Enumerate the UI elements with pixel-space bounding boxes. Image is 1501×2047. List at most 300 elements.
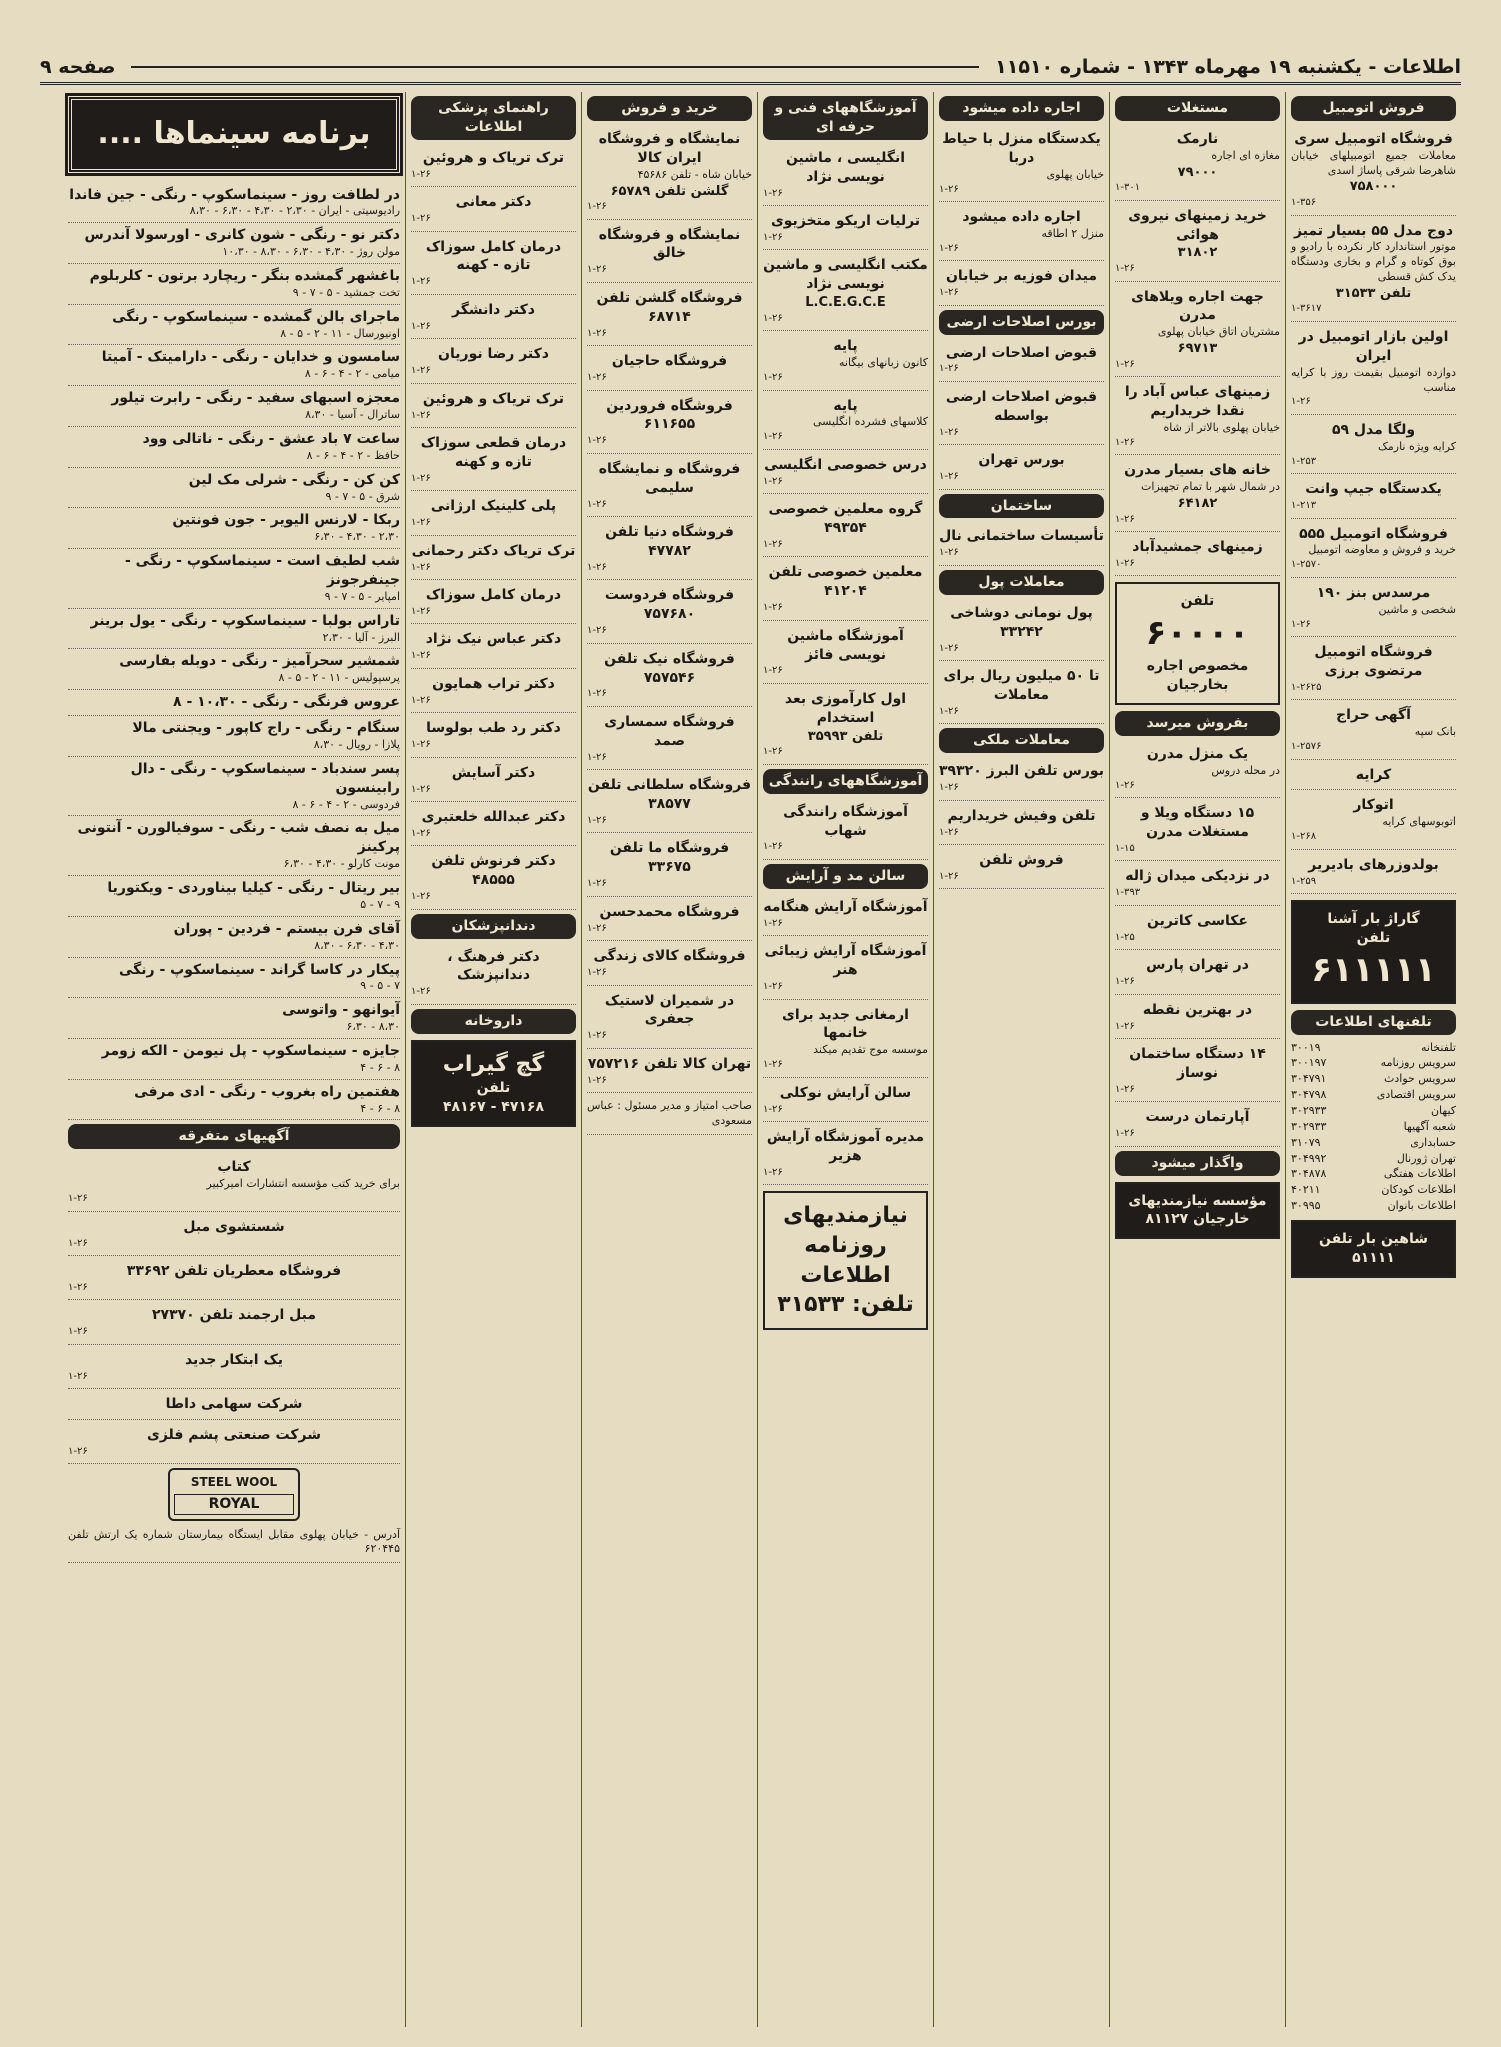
- classified-ad: [1291, 793, 1456, 849]
- classified-ad: [68, 1423, 400, 1464]
- showtimes: فردوسی - ۲ - ۴ - ۶ - ۸: [292, 797, 400, 811]
- ad-title: آموزشگاه آرایش زیبائی هنر: [764, 943, 927, 979]
- showtimes: شرق - ۵ - ۷ - ۹: [325, 489, 400, 503]
- section-heading: آموزشگاههای فنی و حرفه ای: [763, 96, 928, 140]
- classified-ad: [763, 497, 928, 557]
- classified-ad: [1115, 127, 1280, 201]
- ad-code: ۱-۲۶: [763, 1103, 783, 1115]
- ad-code: ۱-۲۶: [939, 287, 959, 299]
- ad-code: ۱-۲۶: [587, 625, 607, 637]
- gypsum-title: گچ گیراب: [442, 1051, 545, 1077]
- ad-title: پایه: [833, 338, 858, 355]
- ad-title: فروشگاه حاجیان: [611, 353, 728, 370]
- newspaper-page: [40, 92, 1461, 2027]
- ad-code: ۱-۲۶: [939, 242, 959, 254]
- classified-ad: [939, 205, 1104, 261]
- classified-ad: [763, 800, 928, 860]
- ad-code: ۱-۲۶: [587, 967, 607, 979]
- classified-ad: [763, 687, 928, 765]
- ad-code: ۱-۲۶: [939, 547, 959, 559]
- ad-code: ۱-۲۶: [763, 312, 783, 324]
- classified-ad: [411, 672, 576, 713]
- classified-ad: [68, 1348, 400, 1389]
- classified-ad: [1291, 703, 1456, 759]
- ad-code: ۱-۲۶: [763, 917, 783, 929]
- shahin-text: شاهین بار تلفن ۵۱۱۱۱: [1318, 1230, 1428, 1266]
- ad-code: ۱-۲۶: [587, 814, 607, 826]
- ad-title: شرکت صنعتی پشم فلزی: [147, 1427, 321, 1444]
- ad-title: فروشگاه دنیا تلفن ۴۷۷۸۲: [605, 524, 734, 559]
- classified-ad: [411, 627, 576, 668]
- ad-title: فروشگاه نیک تلفن ۷۵۷۵۴۶: [604, 650, 735, 686]
- classified-ad: [411, 849, 576, 909]
- ad-body: برای خرید کتب مؤسسه انتشارات امیرکبیر: [206, 1177, 400, 1191]
- classified-ad: [411, 190, 576, 231]
- ad-title: عکاسی کاترین: [1147, 912, 1248, 929]
- ad-price: ۶۴۱۸۲: [1177, 496, 1218, 512]
- ad-code: ۱-۳۵۶: [1291, 197, 1317, 209]
- showtimes: ۹ - ۷ - ۵: [360, 897, 400, 911]
- ad-title: تأسیسات ساختمانی نال: [939, 528, 1104, 545]
- ad-title: جهت اجاره ویلاهای مدرن: [1131, 288, 1264, 324]
- classified-ad: [939, 341, 1104, 382]
- ad-title: در بهترین نقطه: [1142, 1001, 1253, 1018]
- classified-ad: [1115, 285, 1280, 378]
- film-title: تاراس بولبا - سینماسکوپ - رنگی - یول برینر: [90, 612, 400, 629]
- classifieds-line3: تلفن: ۳۱۵۳۳: [777, 1292, 914, 1318]
- classified-ad: [587, 710, 752, 770]
- phone-box-line: مخصوص اجاره بخارجیان: [1146, 658, 1249, 694]
- phone-box-number: ۶۰۰۰۰: [1145, 613, 1250, 654]
- classified-ad: [939, 385, 1104, 445]
- ad-code: ۱-۲۶: [939, 471, 959, 483]
- ad-title: یک منزل مدرن: [1146, 745, 1249, 762]
- ad-list: [939, 341, 1104, 490]
- subheading-land-reform: بورس اصلاحات ارضی: [939, 310, 1104, 335]
- ad-code: ۱-۲۶: [587, 1074, 607, 1086]
- ad-title: فروشگاه معطریان تلفن ۳۳۶۹۲: [126, 1263, 342, 1279]
- classified-ad: [1291, 219, 1456, 322]
- showtimes: اونیورسال - ۱۱ - ۲ - ۵ - ۸: [280, 326, 400, 340]
- classified-ad: [763, 1081, 928, 1122]
- ad-code: ۱-۲۶: [763, 372, 783, 384]
- subheading-transfer: واگذار میشود: [1115, 1151, 1280, 1176]
- classified-ad: [411, 235, 576, 295]
- ad-title: ترک تریاک و هروئین: [422, 149, 565, 166]
- classified-ad: [587, 944, 752, 985]
- phone-number: ۴۰۲۱۱: [1291, 1183, 1321, 1197]
- classified-ad: [1291, 325, 1456, 415]
- classified-ad: [939, 848, 1104, 889]
- film-title: سامسون و خدایان - رنگی - دارامیتک - آمیتا: [101, 349, 400, 366]
- ad-code: ۱-۲۶: [587, 264, 607, 276]
- ad-code: ۱-۳۹۳: [1115, 887, 1141, 899]
- classified-ad: [411, 494, 576, 535]
- section-heading: فروش اتومبیل: [1291, 96, 1456, 121]
- ad-price: گلشن تلفن ۶۵۷۸۹: [610, 183, 729, 199]
- showtimes: ۷ - ۵ - ۹: [360, 979, 400, 993]
- ad-title: شرکت سهامی داطا: [165, 1396, 303, 1413]
- ad-code: ۱-۲۶: [587, 751, 607, 763]
- classified-ad: [939, 524, 1104, 565]
- classifieds-line2: روزنامه اطلاعات: [800, 1233, 891, 1288]
- ad-title: کتاب: [217, 1159, 251, 1176]
- ad-code: ۱-۲۶: [763, 431, 783, 443]
- ad-title: پایه: [833, 397, 858, 414]
- page-number: صفحه ۹: [40, 56, 116, 78]
- column-real-estate: [1109, 92, 1285, 2027]
- steel-footer: [68, 1525, 400, 1564]
- classified-ad: [1115, 801, 1280, 861]
- phone-box-label: تلفن: [1180, 593, 1215, 610]
- ad-body: خرید و فروش و معاوضه اتومبیل: [1308, 543, 1456, 557]
- ad-code: ۱-۲۶: [587, 1030, 607, 1042]
- ad-code: ۱-۲۵۹: [1291, 875, 1317, 887]
- ad-code: ۱-۲۶۲۵: [1291, 681, 1322, 693]
- cinema-listing: [68, 816, 400, 876]
- ad-code: ۱-۲۶: [587, 922, 607, 934]
- ad-title: خرید زمینهای نیروی هوائی: [1128, 207, 1267, 243]
- ad-code: ۱-۲۶: [411, 986, 431, 998]
- ad-title: شستشوی مبل: [183, 1218, 285, 1235]
- film-title: جایزه - سینماسکوپ - پل نیومن - الکه زومر: [101, 1043, 400, 1060]
- ad-code: ۱-۲۶: [763, 538, 783, 550]
- film-title: میل به نصف شب - رنگی - سوفیالورن - آنتونی پرکینز: [77, 820, 400, 856]
- ad-code: ۱-۲۶: [939, 642, 959, 654]
- ad-title: مدیره آموزشگاه آرایش هزیر: [766, 1129, 925, 1164]
- showtimes: ۸ - ۶ - ۴: [360, 1060, 400, 1074]
- classified-ad: [939, 804, 1104, 845]
- cinema-listing: [68, 1080, 400, 1121]
- classified-ad: [1115, 380, 1280, 455]
- film-title: پسر سندباد - سینماسکوپ - رنگی - دال رابینسون: [130, 760, 400, 796]
- showtimes: امپایر - ۵ - ۷ - ۹: [324, 589, 400, 603]
- cinema-listing: [68, 549, 400, 609]
- column-car-sales: [1285, 92, 1461, 2027]
- column-cinema: [63, 92, 405, 2027]
- ad-code: ۱-۲۶: [587, 435, 607, 447]
- classified-ad: [587, 647, 752, 707]
- ad-title: دکتر عبدالله خلعتبری: [421, 809, 566, 826]
- ad-code: ۱-۲۶: [411, 365, 431, 377]
- phone-number: ۳۰۴۸۷۸: [1291, 1167, 1327, 1181]
- ad-code: ۱-۲۶: [411, 409, 431, 421]
- film-title: عروس فرنگی - رنگی - ۱۰،۳۰ - ۸: [173, 694, 400, 711]
- showtimes: مولن روژ - ۴،۳۰ - ۶،۳۰ - ۸،۳۰ - ۱۰،۳۰: [222, 245, 400, 259]
- subheading-pharmacy: داروخانه: [411, 1009, 576, 1034]
- ad-title: دکتر فرنوش تلفن ۴۸۵۵۵: [431, 853, 556, 889]
- classified-ad: [587, 394, 752, 454]
- ad-code: ۱-۲۶: [587, 372, 607, 384]
- ad-title: گروه معلمین خصوصی ۴۹۳۵۴: [768, 501, 923, 537]
- classified-ad: [411, 805, 576, 846]
- classified-ad: [1115, 742, 1280, 798]
- ad-code: ۱-۲۱۳: [1291, 500, 1317, 512]
- showtimes: البرز - آلیا - ۲،۳۰: [322, 630, 400, 644]
- steel-footer-text: آدرس - خیابان پهلوی مقابل ایستگاه بیمارستان شماره یک ارتش تلفن ۶۲۰۴۴۵: [68, 1527, 400, 1556]
- section-heading: خرید و فروش: [587, 96, 752, 121]
- ad-title: انگلیسی ، ماشین نویسی نژاد: [785, 149, 906, 185]
- ad-code: ۱-۲۵۷۰: [1291, 559, 1322, 571]
- phones-list: [1291, 1041, 1456, 1214]
- ad-title: زمینهای عباس آباد را نقدا خریداریم: [1124, 384, 1271, 420]
- ad-title: در نزدیکی میدان ژاله: [1125, 868, 1270, 885]
- ad-code: ۱-۲۶: [411, 561, 431, 573]
- ad-code: ۱-۲۶: [68, 1326, 88, 1338]
- classified-ad: [587, 223, 752, 283]
- phone-label: اطلاعات کودکان: [1381, 1183, 1456, 1197]
- ad-list: [1115, 127, 1280, 577]
- classified-ad: [411, 583, 576, 624]
- classified-ad: [411, 761, 576, 802]
- ad-title: بولدوزرهای بادیریر: [1308, 856, 1439, 873]
- ad-body: خیابان پهلوی: [1046, 167, 1104, 181]
- classified-ad: [763, 1125, 928, 1185]
- ad-code: ۱-۲۵۷۶: [1291, 741, 1322, 753]
- ad-code: ۱-۲۶: [1115, 779, 1135, 791]
- ad-code: ۱-۲۶: [411, 739, 431, 751]
- ad-price: L.C.E.G.C.E: [805, 295, 886, 311]
- ad-code: ۱-۱۵: [1115, 842, 1135, 854]
- ad-code: ۱-۲۶: [411, 694, 431, 706]
- classified-ad: [1291, 853, 1456, 894]
- ad-title: دکتر فرهنگ ، دندانپزشک: [447, 948, 540, 984]
- ad-title: تهران کالا تلفن ۷۵۷۲۱۶: [587, 1055, 752, 1072]
- cinema-listing: [68, 427, 400, 468]
- classified-ad: [763, 453, 928, 494]
- ad-price: تلفن ۳۱۵۳۳: [1335, 285, 1412, 301]
- classified-ad: [587, 989, 752, 1049]
- ad-code: ۱-۲۶: [587, 561, 607, 573]
- cinema-listing: [68, 508, 400, 549]
- classified-ad: [411, 146, 576, 187]
- classified-ad: [411, 716, 576, 757]
- ad-list: [939, 127, 1104, 306]
- cinema-listing: [68, 876, 400, 917]
- ad-title: نارمک: [1176, 130, 1219, 147]
- ad-code: ۱-۲۶: [68, 1237, 88, 1249]
- classified-ad: [587, 286, 752, 346]
- classified-ad: [411, 945, 576, 1005]
- ad-title: اتوکار: [1353, 797, 1394, 814]
- classified-ad: [587, 349, 752, 390]
- classified-ad: [939, 264, 1104, 305]
- cinema-listing: [68, 690, 400, 716]
- ad-code: ۱-۲۶: [587, 327, 607, 339]
- cinema-listing: [68, 305, 400, 346]
- classified-ad: [763, 895, 928, 936]
- showtimes: تخت جمشید - ۵ - ۷ - ۹: [292, 285, 400, 299]
- subheading-beauty: سالن مد و آرایش: [763, 864, 928, 889]
- classified-ad: [1115, 909, 1280, 950]
- ad-price: ۳۱۸۰۲: [1177, 245, 1218, 261]
- ad-body: موسسه موج تقدیم میکند: [813, 1043, 928, 1057]
- masthead-date: اطلاعات - یکشنبه ۱۹ مهرماه ۱۳۴۳ - شماره ۱۱۵۱۰: [995, 56, 1461, 78]
- classified-ad: [939, 448, 1104, 489]
- film-title: کن کن - رنگی - شرلی مک لین: [188, 471, 400, 488]
- cinema-list: [68, 183, 400, 1121]
- column-medical: [405, 92, 581, 2027]
- misc-heading: آگهیهای متفرقه: [68, 1124, 400, 1149]
- ad-title: مکتب انگلیسی و ماشین نویسی نژاد: [763, 257, 928, 293]
- classified-ad: [411, 431, 576, 491]
- ad-title: پلی کلینیک ارژانی: [430, 498, 557, 515]
- showtimes: مونت کارلو - ۴،۳۰ - ۶،۳۰: [283, 857, 400, 871]
- subheading-driving: آموزشگاههای رانندگی: [763, 769, 928, 794]
- ad-body: مغازه ای اجاره: [1211, 148, 1280, 162]
- ad-title: دکتر رد طب بولوسا: [426, 720, 561, 737]
- ad-code: ۱-۲۶: [939, 782, 959, 794]
- phone-number: ۳۰۴۷۹۱: [1291, 1072, 1327, 1086]
- phone-number: ۳۰۰۱۹: [1291, 1040, 1321, 1054]
- showtimes: ۴،۳۰ - ۶،۳۰ - ۸،۳۰: [314, 938, 400, 952]
- ad-code: ۱-۲۶: [587, 878, 607, 890]
- ad-list: [411, 146, 576, 910]
- ad-code: ۱-۲۶: [411, 605, 431, 617]
- classified-ad: [587, 583, 752, 643]
- ad-title: فروشگاه گلشن تلفن ۶۸۷۱۴: [596, 289, 743, 325]
- classified-ad: [1115, 204, 1280, 282]
- section-heading: راهنمای پزشکی اطلاعات: [411, 96, 576, 140]
- ad-code: ۱-۲۶: [411, 827, 431, 839]
- phone-label: شعبه آگهیها: [1403, 1119, 1456, 1133]
- ad-body: کلاسهای فشرده انگلیسی: [813, 415, 928, 429]
- ad-code: ۱-۲۶: [939, 826, 959, 838]
- ad-title: میدان فوزیه بر خیابان: [945, 268, 1098, 285]
- ad-title: بورس تلفن البرز ۳۹۳۲۰: [939, 763, 1104, 780]
- phone-number: ۳۰۴۷۹۸: [1291, 1088, 1327, 1102]
- ad-code: ۱-۲۶: [411, 276, 431, 288]
- publisher-footer: [587, 1096, 752, 1135]
- classified-ad: [763, 253, 928, 331]
- ad-code: ۱-۲۶: [763, 746, 783, 758]
- ad-body: کانون زبانهای بیگانه: [839, 356, 928, 370]
- ad-title: فروشگاه سمساری صمد: [604, 713, 735, 749]
- classified-ad: [763, 560, 928, 620]
- ad-title: ولگا مدل ۵۹: [1331, 421, 1416, 438]
- ad-title: ترک تریاک دکتر رحمانی: [411, 542, 576, 559]
- ad-title: اولین بازار اتومبیل در ایران: [1298, 328, 1449, 364]
- ad-code: ۱-۲۶: [1115, 513, 1135, 525]
- showtimes: ۸،۳۰ - ۶،۳۰: [346, 1020, 400, 1034]
- garage-number: ۶۱۱۱۱۱: [1311, 949, 1436, 990]
- cinema-listing: [68, 917, 400, 958]
- cinema-listing: [68, 958, 400, 999]
- classified-ad: [411, 539, 576, 580]
- showtimes: میامی - ۲ - ۴ - ۶ - ۸: [304, 367, 400, 381]
- classified-ad: [763, 1003, 928, 1078]
- film-title: در لطافت روز - سینماسکوپ - رنگی - جین فاندا: [69, 186, 400, 203]
- steel-wool-logo: [168, 1468, 300, 1520]
- foreign-box: [1115, 1182, 1280, 1240]
- ad-code: ۱-۳۰۱: [1115, 182, 1141, 194]
- ad-title: آپارتمان درست: [1145, 1109, 1250, 1126]
- ad-price: ۶۹۷۱۳: [1177, 341, 1218, 357]
- ad-title: زمینهای جمشیدآباد: [1132, 539, 1263, 556]
- ad-code: ۱-۲۶: [939, 870, 959, 882]
- ad-body: منزل ۲ اطاقه: [1041, 226, 1104, 240]
- section-heading: مستغلات: [1115, 96, 1280, 121]
- cinema-listing: [68, 264, 400, 305]
- classified-ad: [763, 209, 928, 250]
- ad-code: ۱-۲۶: [939, 705, 959, 717]
- phone-label: سرویس روزنامه: [1380, 1056, 1456, 1070]
- classified-ad: [763, 624, 928, 684]
- ad-title: فروشگاه فروردین ۶۱۱۶۵۵: [606, 397, 733, 433]
- classified-ad: [587, 900, 752, 941]
- ad-title: دوج مدل ۵۵ بسیار تمیز: [1293, 222, 1454, 239]
- ad-body: خیابان پهلوی بالاتر از شاه: [1163, 420, 1280, 434]
- gypsum-number: ۴۷۱۶۸ - ۴۸۱۶۷: [442, 1099, 545, 1116]
- phone-box: [1115, 582, 1280, 705]
- ad-code: ۱-۲۶: [587, 498, 607, 510]
- garage-label: تلفن: [1356, 929, 1391, 946]
- ad-title: درمان کامل سوزاک: [425, 587, 562, 604]
- ad-body: در محله دروس: [1211, 763, 1280, 777]
- ad-title: در تهران پارس: [1146, 957, 1249, 974]
- ad-code: ۱-۲۶: [1115, 263, 1135, 274]
- phone-label: تهران ژورنال: [1396, 1151, 1456, 1165]
- ad-code: ۱-۲۶: [939, 426, 959, 438]
- classified-ad: [587, 520, 752, 580]
- shahin-box: [1291, 1220, 1456, 1278]
- classified-ad: [1115, 1105, 1280, 1146]
- ad-title: تلفن وفیش خریداریم: [947, 807, 1096, 824]
- film-title: آقای فرن بیستم - فردین - پوران: [173, 920, 400, 937]
- phone-number: ۳۱۰۷۹: [1291, 1135, 1321, 1149]
- classified-ad: [587, 773, 752, 833]
- garage-title: گاراژ بار آشنا: [1327, 911, 1420, 928]
- ad-code: ۱-۲۶: [939, 363, 959, 375]
- ad-title: فروشگاه کالای زندگی: [593, 948, 746, 965]
- ad-title: فروشگاه و نمایشگاه سلیمی: [598, 460, 741, 496]
- classified-ad: [587, 1052, 752, 1093]
- classified-ad: [1115, 998, 1280, 1039]
- ad-code: ۱-۲۶: [411, 213, 431, 225]
- ad-code: ۱-۲۶۸: [1291, 831, 1317, 843]
- classified-ad: [1115, 1042, 1280, 1102]
- ad-title: نمایشگاه و فروشگاه خالق: [598, 226, 741, 262]
- ad-code: ۱-۲۶: [587, 688, 607, 700]
- subheading-building: ساختمان: [939, 494, 1104, 519]
- ad-title: فروشگاه سلطانی تلفن ۳۸۵۷۷: [587, 777, 752, 813]
- cinema-listing: [68, 345, 400, 386]
- steel-wool-brand: ROYAL: [174, 1494, 294, 1515]
- classified-ad: [1291, 640, 1456, 700]
- film-title: دکتر نو - رنگی - شون کانری - اورسولا آندرس: [84, 227, 400, 244]
- phone-number: ۳۰۲۹۳۳: [1291, 1104, 1327, 1118]
- ad-body: مشتریان اتاق خیابان پهلوی: [1157, 325, 1280, 339]
- section-heading: اجاره داده میشود: [939, 96, 1104, 121]
- ad-code: ۱-۲۵: [1115, 931, 1135, 943]
- classified-ad: [939, 601, 1104, 661]
- classified-ad: [68, 1303, 400, 1344]
- film-title: هفتمین راه بغروب - رنگی - ادی مرفی: [134, 1083, 400, 1100]
- ad-list: [1115, 742, 1280, 1147]
- phone-label: سرویس حوادث: [1384, 1072, 1456, 1086]
- ad-code: ۱-۲۶: [1291, 396, 1311, 408]
- classified-ad: [763, 334, 928, 390]
- classified-ad: [411, 298, 576, 339]
- cinema-listing: [68, 223, 400, 264]
- ad-body: بانک سپه: [1414, 725, 1456, 739]
- ad-title: درمان کامل سوزاک تازه - کهنه: [425, 238, 562, 274]
- classified-ad: [1115, 535, 1280, 576]
- classified-ad: [939, 127, 1104, 202]
- ad-title: درمان قطعی سوزاک تازه و کهنه: [420, 435, 567, 470]
- subheading-money: معاملات پول: [939, 570, 1104, 595]
- ad-title: تا ۵۰ میلیون ریال برای معاملات: [943, 668, 1100, 703]
